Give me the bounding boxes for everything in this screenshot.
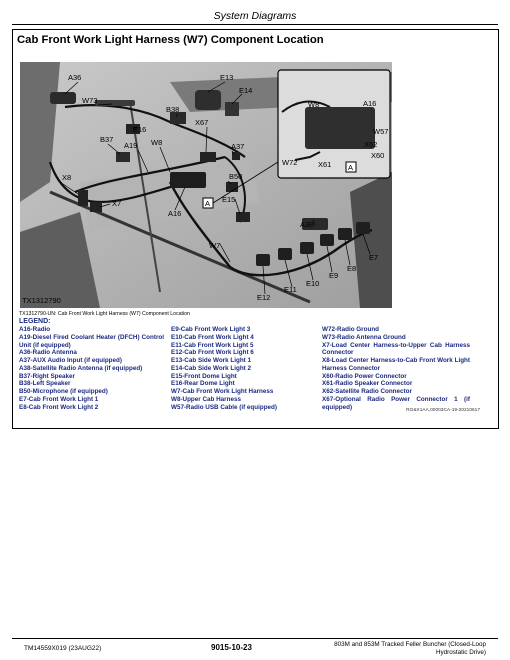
legend-item: X60-Radio Power Connector [322, 372, 407, 380]
inset-callout-w57: W57 [373, 127, 389, 136]
callout-a38: A38 [300, 220, 314, 229]
legend-item: B50-Microphone (if equipped) [19, 388, 108, 395]
callout-e15: E15 [222, 195, 236, 204]
legend-item: W7-Cab Front Work Light Harness [171, 388, 274, 395]
figure-caption: TX1312790-UN: Cab Front Work Light Harness (W7) Component Location [19, 311, 190, 317]
callout-a16: A16 [168, 209, 182, 218]
speaker-b37 [116, 152, 130, 162]
page-header-title: System Diagrams [213, 10, 297, 22]
inset-callout-w8: W8 [308, 100, 320, 109]
radio-a16 [170, 172, 206, 188]
callout-b37: B37 [100, 135, 114, 144]
work-light-e14 [225, 102, 239, 116]
callout-x8: X8 [62, 173, 72, 182]
inset-callout-w72: W72 [282, 158, 298, 167]
legend-item: A19-Diesel Fired Coolant Heater (DFCH) Control Unit (if equipped) [19, 333, 164, 349]
callout-e10: E10 [306, 279, 320, 288]
legend-item: X62-Satellite Radio Connector [322, 388, 412, 395]
legend-item: E16-Rear Dome Light [171, 380, 235, 388]
work-light-e12 [256, 254, 270, 266]
callout-a37: A37 [231, 142, 245, 151]
callout-a19: A19 [124, 141, 138, 150]
work-light-e9 [320, 234, 334, 246]
callout-e13: E13 [220, 73, 234, 82]
callout-w7: W7 [209, 241, 221, 250]
inset-callout-a: A [348, 163, 354, 172]
callout-e7: E7 [369, 253, 379, 262]
component-location-diagram [20, 62, 392, 308]
footer-page-number: 9015-10-23 [211, 643, 252, 652]
legend-item: A16-Radio [19, 326, 51, 333]
legend-item: E11-Cab Front Work Light 5 [171, 341, 254, 349]
callout-e8: E8 [347, 264, 357, 273]
work-light-e10 [300, 242, 314, 254]
footer-machine-title [290, 641, 486, 656]
callout-e12: E12 [257, 293, 271, 302]
callout-a36: A36 [68, 73, 82, 82]
legend-item: E15-Front Dome Light [171, 372, 237, 380]
callout-b38: B38 [166, 105, 180, 114]
callout-e11: E11 [284, 285, 297, 294]
section-heading: Cab Front Work Light Harness (W7) Component Location [17, 34, 324, 46]
inset-callout-a16: A16 [363, 99, 377, 108]
legend-item: X7-Load Center Harness-to-Upper Cab Harness Connector [322, 341, 470, 357]
legend-item: A37-AUX Audio Input (if equipped) [19, 357, 122, 364]
work-light-e11 [278, 248, 292, 260]
dome-light-e15 [236, 212, 250, 222]
legend-item: E14-Cab Side Work Light 2 [171, 364, 252, 372]
legend-item: E10-Cab Front Work Light 4 [171, 333, 254, 341]
footer-rule [12, 638, 498, 639]
work-light-e8 [338, 228, 352, 240]
legend-item: E9-Cab Front Work Light 3 [171, 326, 251, 333]
footer-machine-title-line1: 803M and 853M Tracked Feller Buncher (Closed-Loop [334, 641, 486, 648]
document-code: RG&X1AA,00003CA-19-20210617 [406, 408, 480, 413]
footer-machine-title-line2: Hydrostatic Drive) [435, 648, 486, 656]
legend-title: LEGEND: [19, 318, 51, 325]
callout-e9: E9 [329, 271, 339, 280]
legend-item: E8-Cab Front Work Light 2 [19, 403, 99, 411]
work-light-e7 [356, 222, 370, 234]
legend-item: E7-Cab Front Work Light 1 [19, 395, 99, 403]
legend-item: X61-Radio Speaker Connector [322, 380, 413, 388]
legend-item: W72-Radio Ground [322, 326, 380, 333]
legend-item: E12-Cab Front Work Light 6 [171, 349, 254, 357]
callout-w73: W73 [82, 96, 98, 105]
legend-column-3 [322, 326, 470, 411]
legend-item: X8-Load Center Harness-to-Cab Front Work Light Harness Connector [322, 357, 470, 372]
connector-x8 [78, 190, 88, 206]
callout-e14: E14 [239, 86, 253, 95]
legend-column-1 [19, 326, 164, 411]
callout-a: A [205, 199, 211, 208]
inset-callout-x60: X60 [371, 151, 385, 160]
callout-x67: X67 [195, 118, 209, 127]
legend-item: E13-Cab Side Work Light 1 [171, 357, 252, 364]
legend-item: W73-Radio Antenna Ground [322, 333, 406, 341]
header-rule [12, 24, 498, 25]
callout-w8: W8 [151, 138, 163, 147]
figure-id: TX1312790 [22, 296, 61, 305]
footer-manual-id: TM14559X019 (23AUG22) [24, 645, 102, 652]
legend-column-2 [171, 326, 311, 411]
legend-item: X67-Optional Radio Power Connector 1 (if equipped) [322, 395, 470, 411]
antenna-a36 [50, 92, 76, 104]
legend-item: B38-Left Speaker [19, 380, 71, 388]
microphone-b50 [226, 182, 238, 192]
inset-callout-x62: X62 [364, 140, 378, 149]
callout-e16: E16 [133, 125, 147, 134]
callout-b50: B50 [229, 172, 243, 181]
legend-item: W8-Upper Cab Harness [171, 395, 241, 403]
inset-callout-x61: X61 [318, 160, 332, 169]
legend-item: W57-Radio USB Cable (if equipped) [171, 403, 278, 411]
legend-item: B37-Right Speaker [19, 372, 75, 380]
work-light-e13 [195, 90, 221, 110]
callout-x7: X7 [112, 199, 122, 208]
legend-item: A38-Satellite Radio Antenna (if equipped) [19, 364, 143, 372]
legend-item: A36-Radio Antenna [19, 349, 77, 357]
connector-x67 [200, 152, 216, 162]
